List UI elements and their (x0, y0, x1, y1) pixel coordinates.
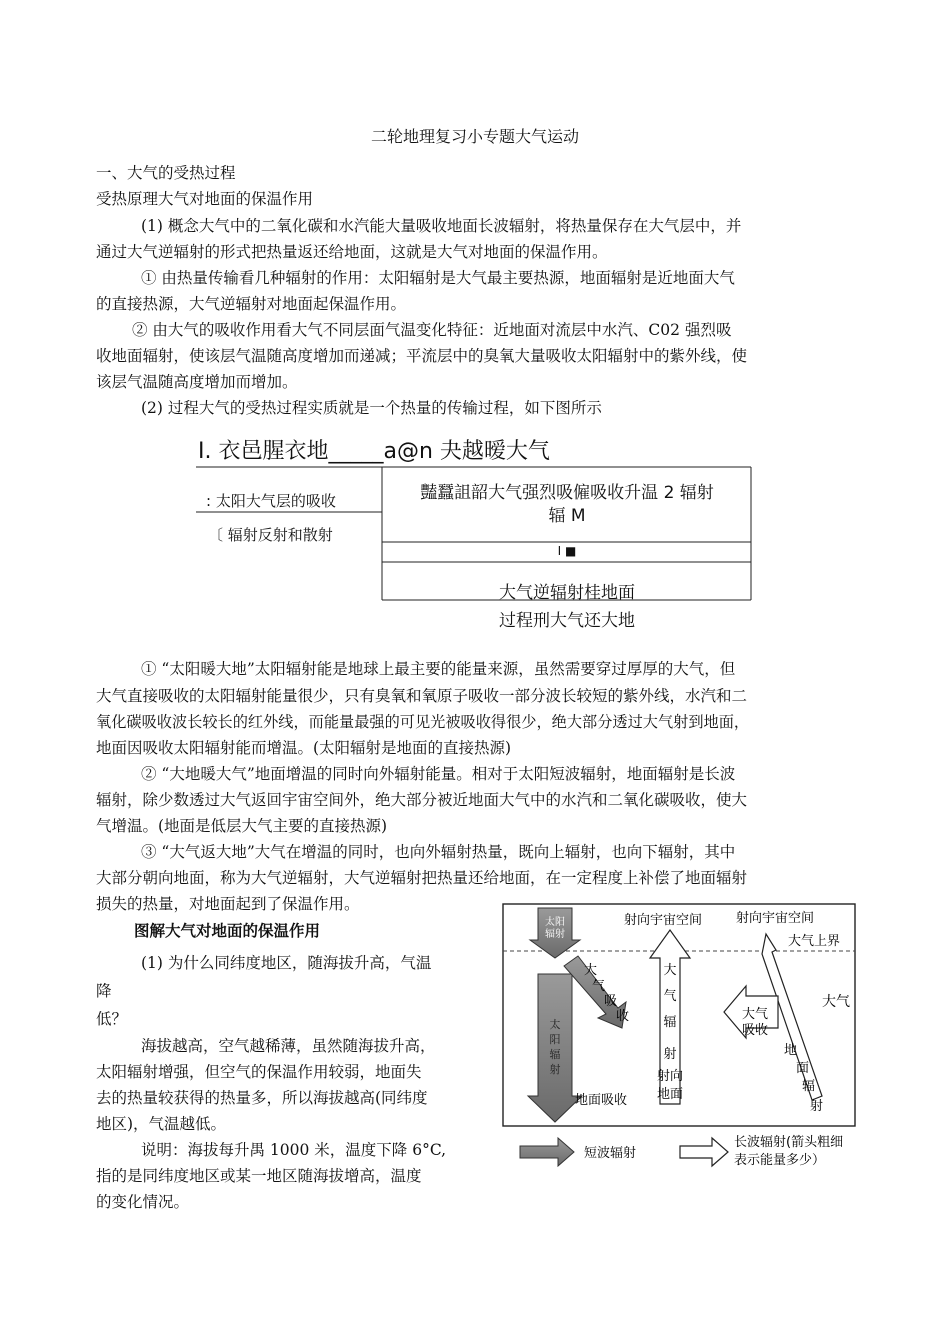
surface-rad-char: 射 (810, 1099, 824, 1114)
legend-long-wave-arrow (680, 1138, 728, 1166)
legend-long-label-1: 长波辐射(箭头粗细 (734, 1135, 844, 1150)
paragraph-line: (2) 过程大气的受热过程实质就是一个热量的传输过程，如下图所示 (141, 399, 602, 417)
solar-radiation-label-2: 辐射 (545, 929, 565, 940)
greenhouse-figure (500, 900, 860, 1180)
paragraph-line: 该层气温随高度增加而增加。 (96, 373, 298, 391)
flow-bottom-line1: 大气逆辐射桂地面 (499, 583, 635, 603)
vertical-label-char: 辐 (663, 1015, 677, 1030)
surface-rad-char: 辐 (802, 1079, 816, 1094)
vertical-label-char: 射向 (656, 1069, 684, 1084)
paragraph-line: 大部分朝向地面，称为大气逆辐射，大气逆辐射把热量还给地面，在一定程度上补偿了地面辐射 (96, 869, 748, 887)
paragraph-line: (1) 概念大气中的二氧化碳和水汽能大量吸收地面长波辐射，将热量保存在大气层中，并 (141, 217, 742, 235)
vertical-label-char: 射 (663, 1047, 677, 1062)
paragraph-line: 说明：海拔每升禺 1000 米，温度下降 6°C, (141, 1141, 447, 1159)
atmos-absorb-char-1: 大 (584, 963, 598, 978)
paragraph-line: 大气直接吸收的太阳辐射能量很少，只有臭氧和氧原子吸收一部分波长较短的紫外线，水汽和二 (96, 687, 748, 705)
atmosphere-label: 大气 (822, 994, 850, 1010)
paragraph-line: 指的是同纬度地区或某一地区随海拔增高，温度 (96, 1167, 422, 1185)
paragraph-line: 地面因吸收太阳辐射能而增温。(太阳辐射是地面的直接热源) (96, 739, 512, 757)
section1-subheading: 受热原理大气对地面的保温作用 (96, 190, 314, 208)
page-title: 二轮地理复习小专题大气运动 (370, 127, 579, 146)
flow-cell-mid: I ■ (557, 544, 577, 558)
counter-radiation-char: 大气 (742, 1007, 769, 1022)
paragraph-line: 气增温。(地面是低层大气主要的直接热源) (96, 817, 388, 835)
paragraph-line: 去的热量较获得的热量多，所以海拔越高(同纬度 (96, 1089, 428, 1107)
to-space-label-2: 射向宇宙空间 (736, 911, 815, 926)
atmos-absorb-char-2: 气 (592, 979, 606, 994)
paragraph-line: ② 由大气的吸收作用看大气不同层面气温变化特征：近地面对流层中水汽、C02 强烈吸 (132, 321, 732, 339)
flow-cell-top-line2: 辐 M (548, 506, 586, 526)
paragraph-line: ① “太阳暖大地”太阳辐射能是地球上最主要的能量来源，虽然需要穿过厚厚的大气，但 (141, 660, 736, 678)
legend-long-label-2: 表示能量多少） (734, 1153, 826, 1168)
vertical-solar-char-2: 阳 (549, 1033, 561, 1046)
paragraph-line: ③ “大气返大地”大气在增温的同时，也向外辐射热量，既向上辐射，也向下辐射，其中 (141, 843, 736, 861)
flow-table (196, 434, 756, 634)
vertical-solar-char-3: 辐 (549, 1048, 561, 1061)
flow-left-row2: 〔 辐射反射和散射 (208, 526, 333, 544)
flow-bottom-line2: 过程刑大气还大地 (499, 611, 635, 631)
paragraph-line: (1) 为什么同纬度地区，随海拔升高，气温 (141, 954, 432, 972)
paragraph-line: 太阳辐射增强，但空气的保温作用较弱，地面失 (96, 1063, 422, 1081)
paragraph-line: 氧化碳吸收波长较长的红外线，而能量最强的可见光被吸收得很少，绝大部分透过大气射到地面， (96, 713, 750, 731)
counter-radiation-char: 吸收 (742, 1023, 769, 1038)
paragraph-line: ① 由热量传输看几种辐射的作用：太阳辐射是大气最主要热源，地面辐射是近地面大气 (141, 269, 735, 287)
top-boundary-label: 大气上界 (788, 934, 841, 949)
ground-absorb-label: 地面吸收 (575, 1093, 628, 1108)
flow-table-header: I. 衣邑腥衣地_____a@n 夬越暧大气 (198, 439, 550, 464)
paragraph-line: 辐射，除少数透过大气返回宇宙空间外，绝大部分被近地面大气中的水汽和二氧化碳吸收，使大 (96, 791, 748, 809)
vertical-label-char: 气 (663, 989, 677, 1004)
paragraph-line: 的直接热源，大气逆辐射对地面起保温作用。 (96, 295, 407, 313)
vertical-solar-char-1: 太 (549, 1018, 561, 1031)
paragraph-line: 海拔越高，空气越稀薄，虽然随海拔升高， (141, 1037, 436, 1055)
solar-radiation-label-1: 太阳 (545, 917, 565, 928)
vertical-label-char: 大 (663, 963, 677, 978)
legend-short-label: 短波辐射 (584, 1146, 637, 1161)
paragraph-line: 损失的热量，对地面起到了保温作用。 (96, 895, 360, 913)
paragraph-line: ② “大地暖大气”地面增温的同时向外辐射能量。相对于太阳短波辐射，地面辐射是长波 (141, 765, 736, 783)
atmos-absorb-char-3: 吸 (604, 994, 618, 1009)
flow-left-row1: : 太阳大气层的吸收 (206, 492, 336, 510)
atmos-absorb-char-4: 收 (616, 1009, 630, 1024)
surface-rad-char: 地 (784, 1043, 798, 1058)
flow-cell-top-line1: 豔蠶詛韶大气强烈吸僱吸收升温 2 辐射 (420, 483, 714, 503)
paragraph-line: 通过大气逆辐射的形式把热量返还给地面，这就是大气对地面的保温作用。 (96, 243, 608, 261)
vertical-solar-char-4: 射 (549, 1063, 561, 1076)
paragraph-line: 地区)，气温越低。 (96, 1115, 227, 1133)
vertical-label-char: 地面 (656, 1087, 684, 1102)
to-space-label-1: 射向宇宙空间 (624, 913, 703, 928)
section3-heading: 图解大气对地面的保温作用 (134, 921, 321, 940)
paragraph-line: 降 (96, 982, 112, 1000)
section1-heading: 一、大气的受热过程 (96, 164, 236, 182)
legend-short-wave-arrow (520, 1138, 574, 1166)
paragraph-line: 低？ (96, 1010, 128, 1028)
paragraph-line: 收地面辐射，使该层气温随高度增加而递减；平流层中的臭氧大量吸收太阳辐射中的紫外线，使 (96, 347, 748, 365)
surface-rad-char: 面 (796, 1061, 810, 1076)
paragraph-line: 的变化情况。 (96, 1193, 190, 1211)
